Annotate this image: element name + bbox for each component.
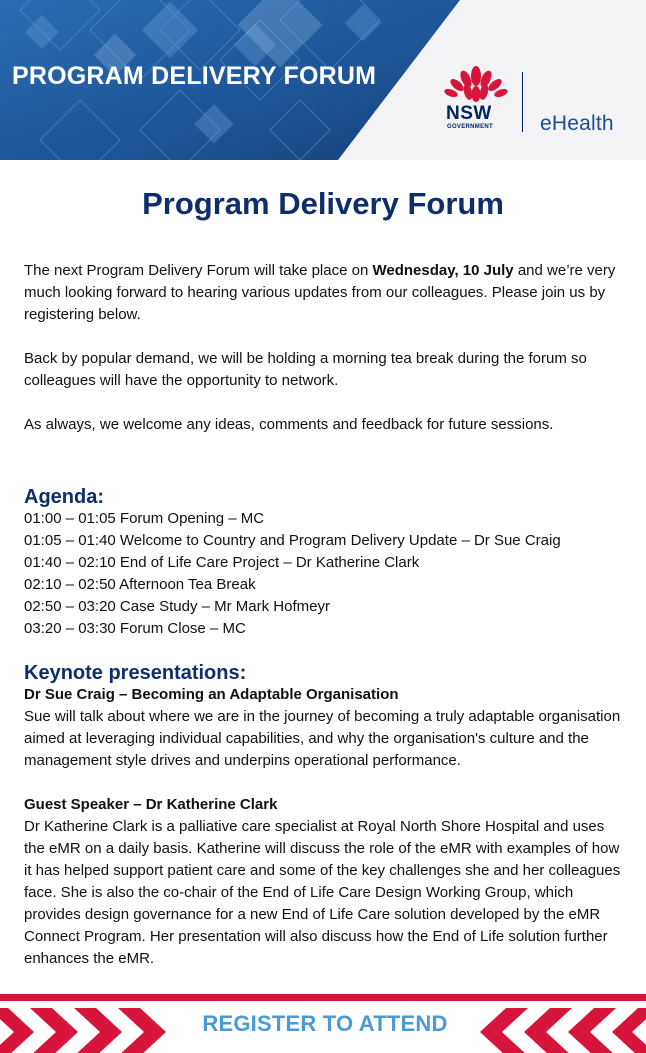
page-title: Program Delivery Forum xyxy=(142,186,504,221)
speaker1-title: Dr Sue Craig – Becoming an Adaptable Organisation xyxy=(24,686,399,703)
nsw-wordmark: NSW xyxy=(446,103,492,124)
feedback-paragraph: As always, we welcome any ideas, comments and feedback for future sessions. xyxy=(24,416,554,433)
speaker2-title: Guest Speaker – Dr Katherine Clark xyxy=(24,796,278,813)
event-date: Wednesday, 10 July xyxy=(372,262,514,279)
government-wordmark: GOVERNMENT xyxy=(447,124,494,130)
nsw-ehealth-logo xyxy=(440,64,640,134)
speaker2-description: Dr Katherine Clark is a palliative care specialist at Royal North Shore Hospital and uses the eMR on a daily basis. Katherine will discuss the role of the eMR with examples of how it has helped support patient care and some of the key challenges she and her colleagues face. She is also the co-chair of the End of Life Care Design Working Group, which provides design governance for a new End of Life Care solution developed by the eMR Connect Program. Her presentation will also discuss how the End of Life solution further enhances the eMR. xyxy=(24,818,621,967)
morning-tea-paragraph: Back by popular demand, we will be holding a morning tea break during the forum so colleagues will have the opportunity to network. xyxy=(24,350,587,389)
agenda-item: 01:00 – 01:05 Forum Opening – MC xyxy=(24,510,265,527)
agenda-item: 01:40 – 02:10 End of Life Care Project – Dr Katherine Clark xyxy=(24,554,420,571)
intro-text-start: The next Program Delivery Forum will take place on xyxy=(24,262,373,279)
waratah-icon xyxy=(444,64,508,104)
agenda-item: 01:05 – 01:40 Welcome to Country and Program Delivery Update – Dr Sue Craig xyxy=(24,532,561,549)
agenda-item: 03:20 – 03:30 Forum Close – MC xyxy=(24,620,246,637)
register-button[interactable]: REGISTER TO ATTEND xyxy=(180,1006,470,1042)
agenda-list xyxy=(24,508,561,640)
keynote-heading: Keynote presentations: xyxy=(24,662,247,684)
agenda-heading: Agenda: xyxy=(24,486,104,508)
speaker1-description: Sue will talk about where we are in the journey of becoming a truly adaptable organisation aimed at leveraging individual capabilities, and why the organisation's culture and the management style drives and underpins operational performance. xyxy=(24,708,621,769)
agenda-item: 02:50 – 03:20 Case Study – Mr Mark Hofmeyr xyxy=(24,598,330,615)
logo-divider xyxy=(522,72,523,132)
agenda-item: 02:10 – 02:50 Afternoon Tea Break xyxy=(24,576,256,593)
header-banner xyxy=(0,0,646,160)
register-footer xyxy=(0,994,646,1053)
banner-title: PROGRAM DELIVERY FORUM xyxy=(12,62,377,90)
intro-text-end: and we’re very much looking forward to hearing various updates from our colleagues. Please join us by registering below. xyxy=(24,262,616,323)
ehealth-wordmark: eHealth xyxy=(540,112,614,135)
intro-paragraph xyxy=(24,260,624,326)
